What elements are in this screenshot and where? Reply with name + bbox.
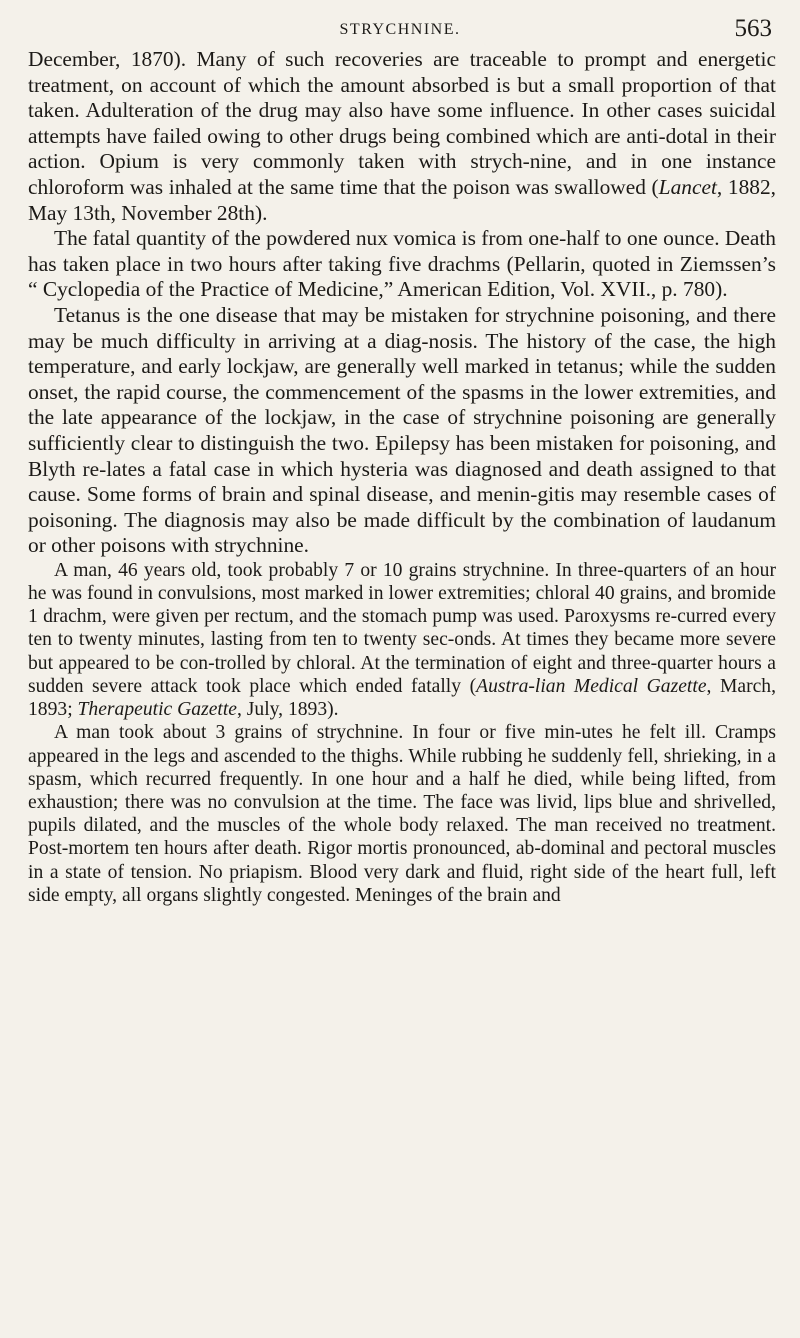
citation-title: Lancet	[658, 174, 717, 199]
paragraph-p4	[28, 559, 776, 721]
page-number: 563	[734, 15, 772, 42]
paragraph-p2	[28, 226, 776, 303]
paragraph-text: A man took about 3 grains of strychnine. In four or five min-utes he felt ill. Cramps appeared in the legs and ascended to the thighs. While rubbing he suddenly fell, shrieking, in a spasm, which recurred frequently. In one hour and a half he died, while being lifted, from exhaustion; there was no convulsion at the time. The face was livid, lips blue and shrivelled, pupils dilated, and the muscles of the whole body relaxed. The man received no treatment. Post-mortem ten hours after death. Rigor mortis pronounced, ab-dominal and pectoral muscles in a state of tension. No priapism. Blood very dark and fluid, right side of the heart full, left side empty, all organs slightly congested. Meninges of the brain and	[28, 722, 776, 906]
paragraph-text: , 1882, May 13th, November 28th).	[28, 174, 776, 225]
paragraph-text: , July, 1893).	[236, 699, 339, 721]
citation-title: Austra-lian Medical Gazette	[476, 675, 707, 697]
paragraph-p5	[28, 721, 776, 907]
paragraph-text: The fatal quantity of the powdered nux vomica is from one-half to one ounce. Death has taken place in two hours after taking five drachms (Pellarin, quoted in Ziemssen’s “ Cyclopedia of the Practice of Medicine,” American Edition, Vol. XVII., p. 780).	[28, 226, 776, 302]
paragraph-text: December, 1870). Many of such recoveries are traceable to prompt and energetic treatment, on account of which the amount absorbed is but a small proportion of that taken. Adulteration of the drug may also have some influence. In other cases suicidal attempts have failed owing to other drugs being combined which are anti-dotal in their action. Opium is very commonly taken with strych-nine, and in one instance chloroform was inhaled at the same time that the poison was swallowed (	[28, 47, 776, 199]
paragraph-p1	[28, 47, 776, 226]
paragraph-text: Tetanus is the one disease that may be mistaken for strychnine poisoning, and there may be much difficulty in arriving at a diag-nosis. The history of the case, the high temperature, and early lockjaw, are generally well marked in tetanus; while the sudden onset, the rapid course, the commencement of the spasms in the lower extremities, and the late appearance of the lockjaw, in the case of strychnine poisoning are generally sufficiently clear to distinguish the two. Epilepsy has been mistaken for poisoning, and Blyth re-lates a fatal case in which hysteria was diagnosed and death assigned to that cause. Some forms of brain and spinal disease, and menin-gitis may resemble cases of poisoning. The diagnosis may also be made difficult by the combination of laudanum or other poisons with strychnine.	[28, 302, 776, 558]
body-text	[28, 47, 776, 907]
page-header	[0, 12, 800, 46]
citation-title: Therapeutic Gazette	[77, 699, 237, 721]
paragraph-text: A man, 46 years old, took probably 7 or 10 grains strychnine. In three-quarters of an hour he was found in convulsions, most marked in lower extremities; chloral 40 grains, and bromide 1 drachm, were given per rectum, and the stomach pump was used. Paroxysms re-curred every ten to twenty minutes, lasting from ten to twenty sec-onds. At times they became more severe but appeared to be con-trolled by chloral. At the termination of eight and three-quarter hours a sudden severe attack took place which ended fatally (	[28, 559, 776, 697]
running-head: STRYCHNINE.	[339, 21, 461, 38]
paragraph-p3	[28, 303, 776, 559]
paragraph-text: , March, 1893;	[28, 675, 776, 721]
